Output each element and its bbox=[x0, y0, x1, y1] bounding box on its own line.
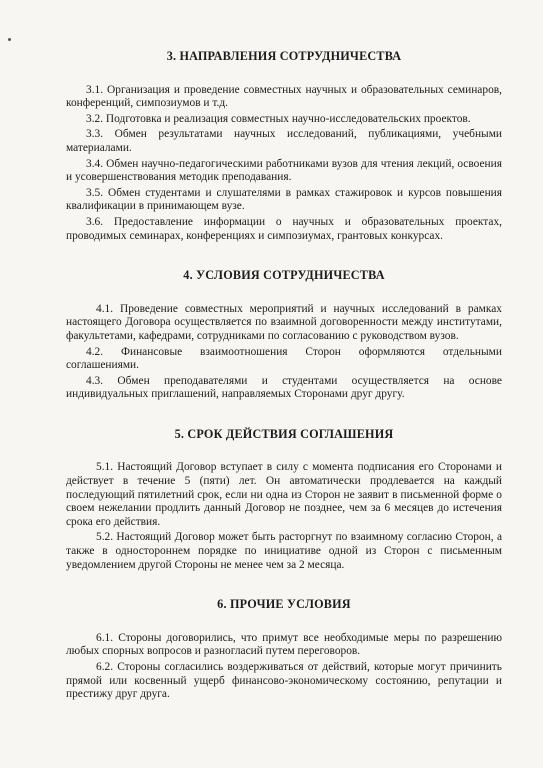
paragraph-4-3: 4.3. Обмен преподавателями и студентами осуществляется на основе индивидуальных приглашений, направляемых Сторонами друг другу. bbox=[66, 374, 502, 401]
section-6 bbox=[66, 598, 502, 702]
paragraph-3-5: 3.5. Обмен студентами и слушателями в рамках стажировок и курсов повышения квалификации в принимающем вузе. bbox=[66, 186, 502, 213]
section-heading: 4. УСЛОВИЯ СОТРУДНИЧЕСТВА bbox=[183, 268, 385, 283]
section-heading: 5. СРОК ДЕЙСТВИЯ СОГЛАШЕНИЯ bbox=[174, 426, 394, 441]
paragraph-5-2: 5.2. Настоящий Договор может быть расторгнут по взаимному согласию Сторон, а также в одностороннем порядке по инициативе одной из Сторон с письменным уведомлением другой Стороны не менее чем за 2 месяца. bbox=[66, 531, 502, 571]
scan-speck bbox=[8, 38, 11, 41]
section-heading: 3. НАПРАВЛЕНИЯ СОТРУДНИЧЕСТВА bbox=[166, 49, 402, 63]
section-4 bbox=[66, 269, 502, 402]
paragraph-6-1: 6.1. Стороны договорились, что примут все необходимые меры по разрешению любых спорных вопросов и разногласий путем переговоров. bbox=[66, 631, 502, 658]
section-3 bbox=[66, 50, 502, 243]
paragraph-3-4: 3.4. Обмен научно-педагогическими работниками вузов для чтения лекций, освоения и усовершенствования методик преподавания. bbox=[66, 157, 502, 184]
section-heading: 6. ПРОЧИЕ УСЛОВИЯ bbox=[217, 597, 351, 612]
paragraph-3-1: 3.1. Организация и проведение совместных научных и образовательных семинаров, конференций, симпозиумов и т.д. bbox=[66, 83, 502, 110]
paragraph-4-1: 4.1. Проведение совместных мероприятий и научных исследований в рамках настоящего Договора осуществляется по взаимной договоренности между институтами, факультетами, кафедрами, сотрудниками по согласованию с руководством вузов. bbox=[66, 302, 502, 342]
paragraph-6-2: 6.2. Стороны согласились воздерживаться от действий, которые могут причинить прямой или косвенный ущерб финансово-экономическому состоянию, репутации и престижу друг друга. bbox=[66, 661, 502, 701]
paragraph-3-2: 3.2. Подготовка и реализация совместных научно-исследовательских проектов. bbox=[86, 112, 471, 125]
paragraph-5-1: 5.1. Настоящий Договор вступает в силу с момента подписания его Сторонами и действует в течение 5 (пяти) лет. Он автоматически продлевается на каждый последующий пятилетний срок, если ни одна из Сторон не заявит в письменной форме о своем нежелании продлить данный Договор не позднее, чем за 6 месяцев до истечения срока его действия. bbox=[66, 461, 502, 528]
section-5 bbox=[66, 428, 502, 572]
paragraph-3-6: 3.6. Предоставление информации о научных и образовательных проектах, проводимых семинарах, конференциях и симпозиумах, грантовых конкурсах. bbox=[66, 215, 502, 242]
paragraph-4-2: 4.2. Финансовые взаимоотношения Сторон оформляются отдельными соглашениями. bbox=[66, 345, 502, 372]
document-body bbox=[66, 50, 502, 728]
paragraph-3-3: 3.3. Обмен результатами научных исследований, публикациями, учебными материалами. bbox=[66, 128, 502, 154]
